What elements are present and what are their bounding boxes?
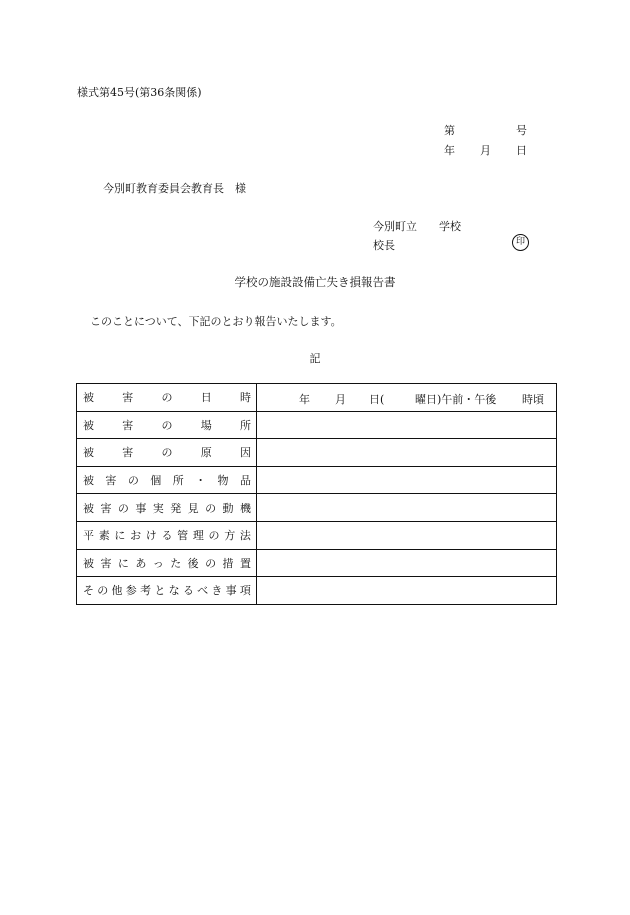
date-day: 日 [516,144,527,157]
document-title: 学校の施設設備亡失き損報告書 [234,275,396,289]
row-label-cell [77,521,257,549]
intro-text: このことについて、下記のとおり報告いたします。 [90,315,342,328]
report-table [76,383,557,605]
row-label: 被 害 の 日 時 [83,391,251,405]
document-number-dai: 第 [444,124,455,137]
row-value-cell[interactable] [257,411,557,439]
datetime-hour: 時頃 [522,393,544,406]
table-row [77,521,557,549]
datetime-month: 月 [335,393,346,406]
seal-icon: 印 [512,234,529,251]
document-number-go: 号 [516,124,527,137]
row-label: 被 害 の 原 因 [83,446,251,460]
ki-heading: 記 [309,352,321,365]
row-value-cell[interactable] [257,549,557,577]
row-value-cell[interactable] [257,384,557,412]
sender-school: 今別町立 学校 [373,220,461,233]
row-label: そ の 他 参 考 と な る べ き 事 項 [83,584,251,598]
row-label-cell [77,549,257,577]
table-row [77,549,557,577]
datetime-year: 年 [299,393,310,406]
form-number: 様式第45号(第36条関係) [77,86,202,99]
row-label-cell [77,439,257,467]
datetime-day: 日( [369,393,385,406]
row-value-cell[interactable] [257,494,557,522]
row-label: 被 害 の 事 実 発 見 の 動 機 [83,501,251,515]
row-value-cell[interactable] [257,577,557,605]
table-row [77,439,557,467]
row-label-cell [77,577,257,605]
date-month: 月 [480,144,491,157]
table-row [77,494,557,522]
table-row [77,577,557,605]
row-value-cell[interactable] [257,521,557,549]
row-value-cell[interactable] [257,439,557,467]
table-row [77,411,557,439]
row-label-cell [77,466,257,494]
row-label-cell [77,494,257,522]
row-label: 被 害 に あ っ た 後 の 措 置 [83,556,251,570]
row-label-cell [77,384,257,412]
sender-principal: 校長 [373,239,395,252]
date-year: 年 [444,144,455,157]
row-value-cell[interactable] [257,466,557,494]
row-label: 被 害 の 個 所 ・ 物 品 [83,474,251,488]
table-row [77,466,557,494]
row-label-cell [77,411,257,439]
row-label: 平 素 に お け る 管 理 の 方 法 [83,529,251,543]
row-label: 被 害 の 場 所 [83,418,251,432]
addressee: 今別町教育委員会教育長 様 [103,182,246,195]
table-row [77,384,557,412]
datetime-weekday: 曜日)午前・午後 [415,393,497,406]
